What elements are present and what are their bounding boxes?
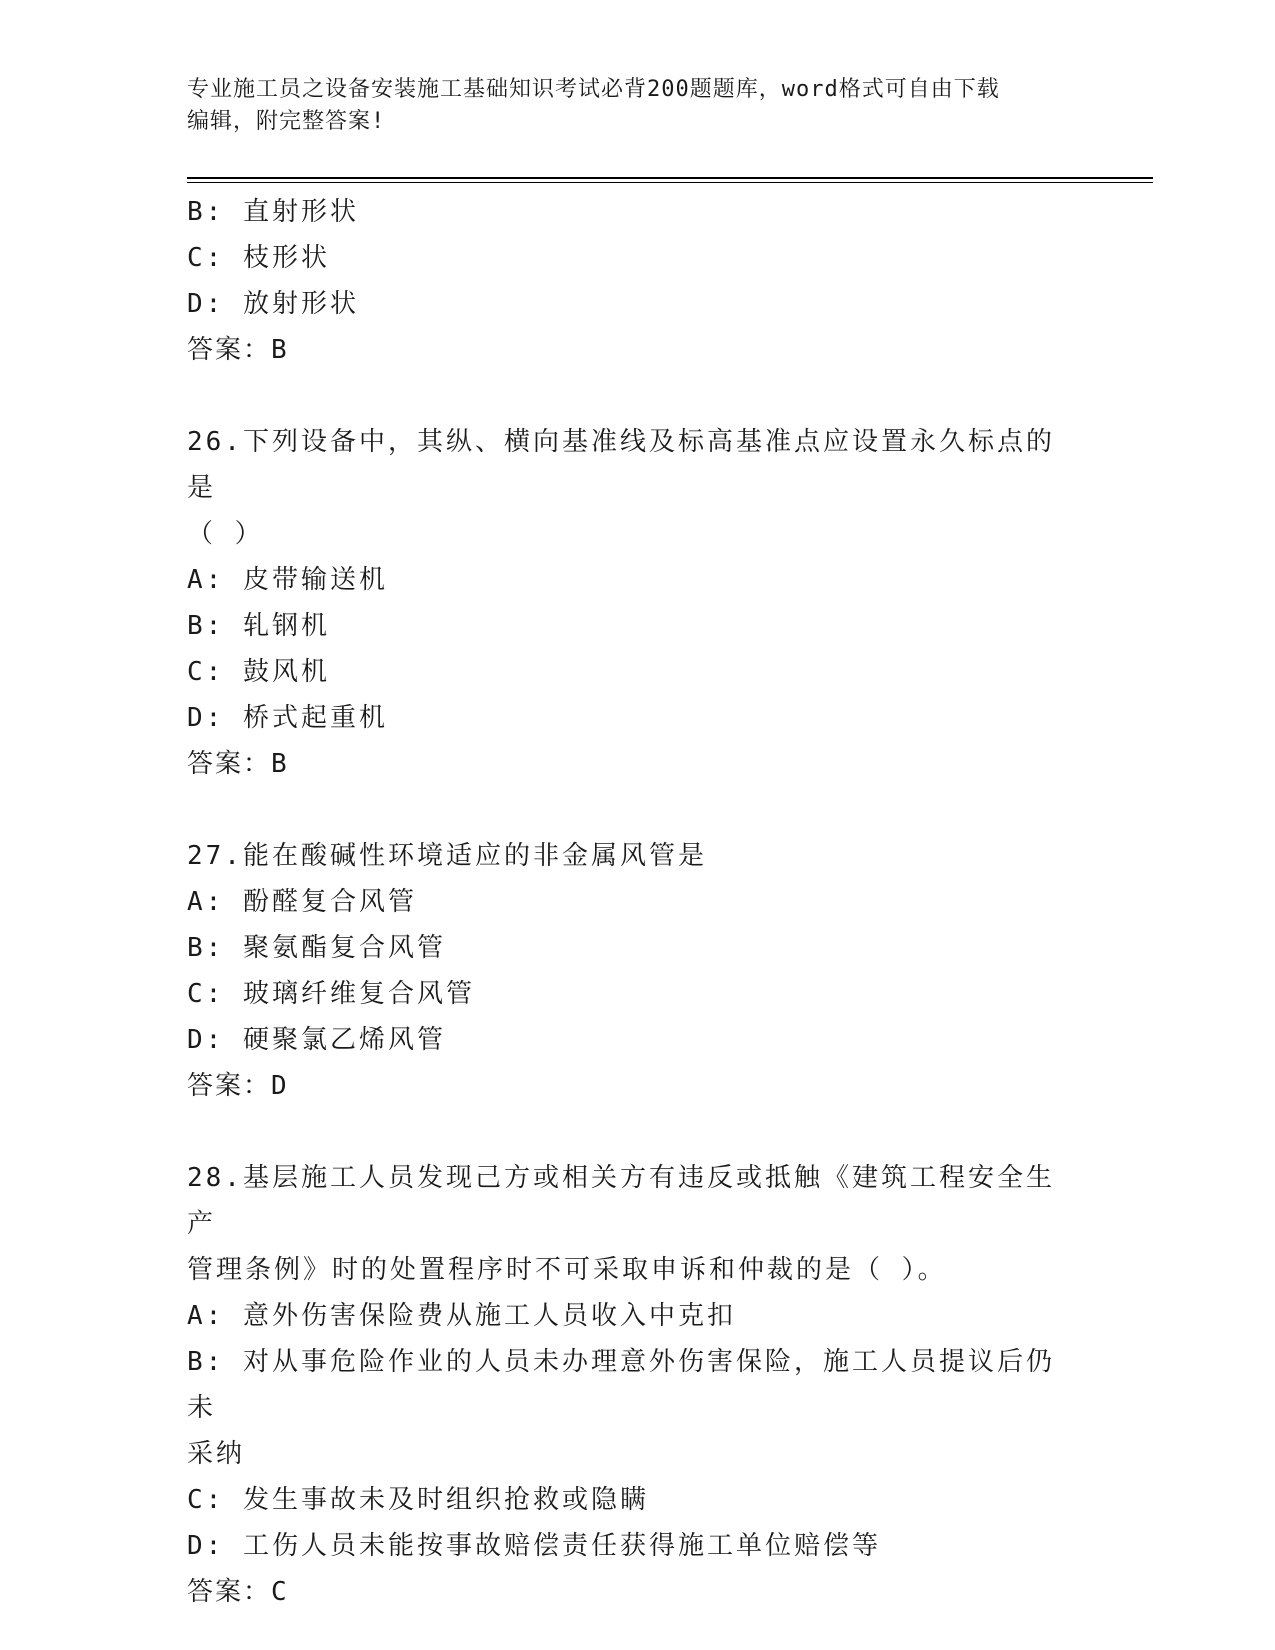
option-c: C: 鼓风机 xyxy=(187,657,330,687)
previous-question-block xyxy=(187,189,1077,373)
answer-line: 答案：D xyxy=(187,1071,289,1101)
question-title-cont: 管理条例》时的处置程序时不可采取申诉和仲裁的是（ ）。 xyxy=(187,1255,947,1285)
page-header xyxy=(187,74,1067,138)
answer-line: 答案：B xyxy=(187,335,289,365)
option-a: A: 酚醛复合风管 xyxy=(187,887,417,917)
option-b: B: 聚氨酯复合风管 xyxy=(187,933,446,963)
spacer xyxy=(187,1109,1077,1155)
question-title: 26.下列设备中，其纵、横向基准线及标高基准点应设置永久标点的是 xyxy=(187,427,1055,503)
question-27 xyxy=(187,833,1077,1109)
question-28 xyxy=(187,1155,1077,1615)
question-title-cont: （ ） xyxy=(187,519,264,549)
option-d: D: 放射形状 xyxy=(187,289,359,319)
option-b: B: 轧钢机 xyxy=(187,611,330,641)
answer-line: 答案：B xyxy=(187,749,289,779)
option-d: D: 桥式起重机 xyxy=(187,703,388,733)
header-divider-thin xyxy=(187,182,1153,183)
option-b: B: 直射形状 xyxy=(187,197,359,227)
spacer xyxy=(187,373,1077,419)
option-b: B: 对从事危险作业的人员未办理意外伤害保险，施工人员提议后仍未 xyxy=(187,1347,1055,1423)
option-d: D: 工伤人员未能按事故赔偿责任获得施工单位赔偿等 xyxy=(187,1531,881,1561)
header-divider-thick xyxy=(187,177,1153,179)
question-title: 27.能在酸碱性环境适应的非金属风管是 xyxy=(187,841,707,871)
option-c: C: 玻璃纤维复合风管 xyxy=(187,979,475,1009)
spacer xyxy=(187,787,1077,833)
option-c: C: 枝形状 xyxy=(187,243,330,273)
answer-line: 答案：C xyxy=(187,1577,289,1607)
question-content xyxy=(187,189,1077,1615)
header-title-line-1: 专业施工员之设备安装施工基础知识考试必背200题题库，word格式可自由下载 xyxy=(187,77,1000,102)
option-d: D: 硬聚氯乙烯风管 xyxy=(187,1025,446,1055)
header-title-line-2: 编辑，附完整答案! xyxy=(187,109,386,134)
question-title: 28.基层施工人员发现己方或相关方有违反或抵触《建筑工程安全生产 xyxy=(187,1163,1055,1239)
option-a: A: 皮带输送机 xyxy=(187,565,388,595)
option-a: A: 意外伤害保险费从施工人员收入中克扣 xyxy=(187,1301,736,1331)
option-c: C: 发生事故未及时组织抢救或隐瞒 xyxy=(187,1485,649,1515)
option-b-cont: 采纳 xyxy=(187,1439,246,1469)
question-26 xyxy=(187,419,1077,787)
